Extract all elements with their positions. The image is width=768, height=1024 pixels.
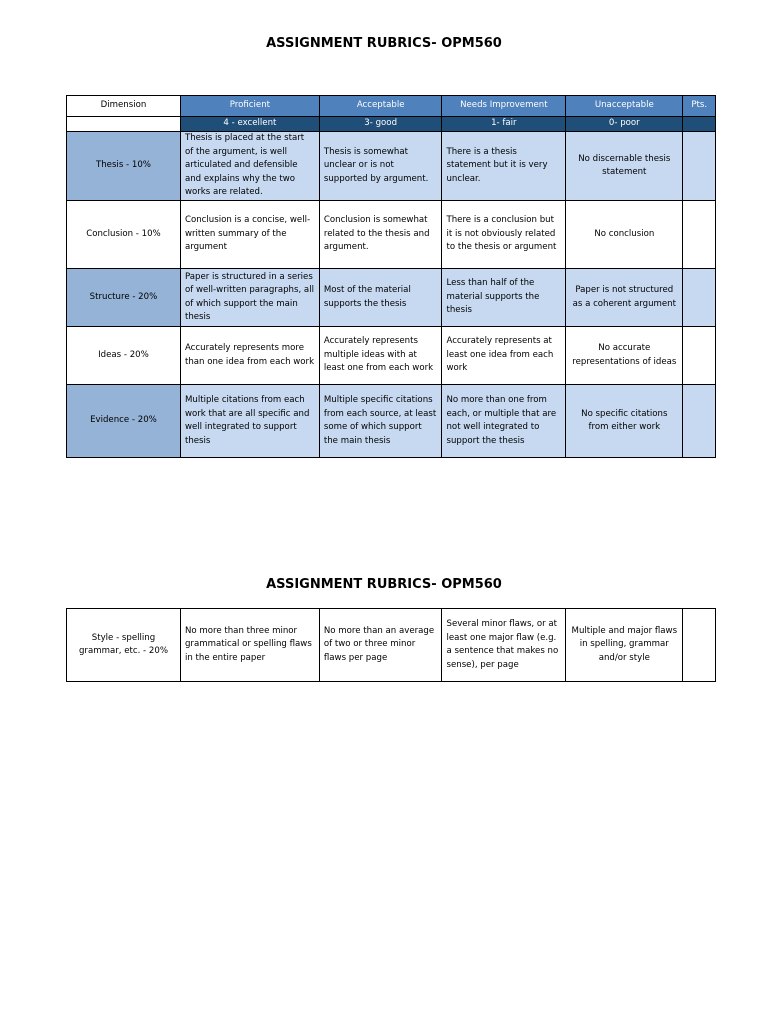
header-pts: Pts. bbox=[683, 96, 716, 117]
page-title: ASSIGNMENT RUBRICS- OPM560 bbox=[266, 36, 502, 51]
needs-improvement-cell: There is a thesis statement but it is very unclear. bbox=[442, 132, 566, 201]
dimension-cell: Conclusion - 10% bbox=[67, 201, 181, 269]
dimension-cell: Thesis - 10% bbox=[67, 132, 181, 201]
header-needs-improvement: Needs Improvement bbox=[442, 96, 566, 117]
unacceptable-cell: No accurate representations of ideas bbox=[566, 327, 683, 385]
pts-cell[interactable] bbox=[683, 385, 716, 458]
needs-improvement-cell: Less than half of the material supports the thesis bbox=[442, 269, 566, 327]
acceptable-cell: Thesis is somewhat unclear or is not supported by argument. bbox=[319, 132, 442, 201]
proficient-cell: Conclusion is a concise, well-written summary of the argument bbox=[180, 201, 319, 269]
score-acceptable: 3- good bbox=[319, 117, 442, 132]
proficient-cell: Accurately represents more than one idea from each work bbox=[180, 327, 319, 385]
table-row bbox=[67, 385, 716, 458]
pts-cell[interactable] bbox=[683, 132, 716, 201]
proficient-cell: Thesis is placed at the start of the argument, is well articulated and defensible and explains why the two works are related. bbox=[180, 132, 319, 201]
rubric-table-continued bbox=[66, 608, 716, 682]
score-pts-blank bbox=[683, 117, 716, 132]
unacceptable-cell: No specific citations from either work bbox=[566, 385, 683, 458]
proficient-cell: No more than three minor grammatical or spelling flaws in the entire paper bbox=[180, 609, 319, 682]
proficient-cell: Multiple citations from each work that are all specific and well integrated to support thesis bbox=[180, 385, 319, 458]
dimension-cell: Structure - 20% bbox=[67, 269, 181, 327]
needs-improvement-cell: Accurately represents at least one idea from each work bbox=[442, 327, 566, 385]
table-row bbox=[67, 609, 716, 682]
header-acceptable: Acceptable bbox=[319, 96, 442, 117]
header-row bbox=[67, 96, 716, 117]
pts-cell[interactable] bbox=[683, 609, 716, 682]
proficient-cell: Paper is structured in a series of well-written paragraphs, all of which support the main thesis bbox=[180, 269, 319, 327]
score-unacceptable: 0- poor bbox=[566, 117, 683, 132]
pts-cell[interactable] bbox=[683, 269, 716, 327]
pts-cell[interactable] bbox=[683, 327, 716, 385]
score-blank-cell bbox=[67, 117, 181, 132]
acceptable-cell: Accurately represents multiple ideas with at least one from each work bbox=[319, 327, 442, 385]
table-row bbox=[67, 327, 716, 385]
header-dimension: Dimension bbox=[67, 96, 181, 117]
acceptable-cell: Conclusion is somewhat related to the thesis and argument. bbox=[319, 201, 442, 269]
unacceptable-cell: No conclusion bbox=[566, 201, 683, 269]
table-row bbox=[67, 132, 716, 201]
header-proficient: Proficient bbox=[180, 96, 319, 117]
acceptable-cell: Multiple specific citations from each source, at least some of which support the main thesis bbox=[319, 385, 442, 458]
table-row bbox=[67, 269, 716, 327]
acceptable-cell: Most of the material supports the thesis bbox=[319, 269, 442, 327]
score-needs-improvement: 1- fair bbox=[442, 117, 566, 132]
dimension-cell: Ideas - 20% bbox=[67, 327, 181, 385]
table-row bbox=[67, 201, 716, 269]
unacceptable-cell: Paper is not structured as a coherent argument bbox=[566, 269, 683, 327]
needs-improvement-cell: There is a conclusion but it is not obviously related to the thesis or argument bbox=[442, 201, 566, 269]
pts-cell[interactable] bbox=[683, 201, 716, 269]
acceptable-cell: No more than an average of two or three minor flaws per page bbox=[319, 609, 442, 682]
score-proficient: 4 - excellent bbox=[180, 117, 319, 132]
needs-improvement-cell: Several minor flaws, or at least one major flaw (e.g. a sentence that makes no sense), per page bbox=[442, 609, 566, 682]
rubric-table bbox=[66, 95, 716, 458]
dimension-cell: Evidence - 20% bbox=[67, 385, 181, 458]
page-title-continued: ASSIGNMENT RUBRICS- OPM560 bbox=[266, 577, 502, 592]
dimension-cell: Style - spelling grammar, etc. - 20% bbox=[67, 609, 181, 682]
unacceptable-cell: Multiple and major flaws in spelling, grammar and/or style bbox=[566, 609, 683, 682]
header-unacceptable: Unacceptable bbox=[566, 96, 683, 117]
unacceptable-cell: No discernable thesis statement bbox=[566, 132, 683, 201]
score-row bbox=[67, 117, 716, 132]
needs-improvement-cell: No more than one from each, or multiple that are not well integrated to support the thesis bbox=[442, 385, 566, 458]
